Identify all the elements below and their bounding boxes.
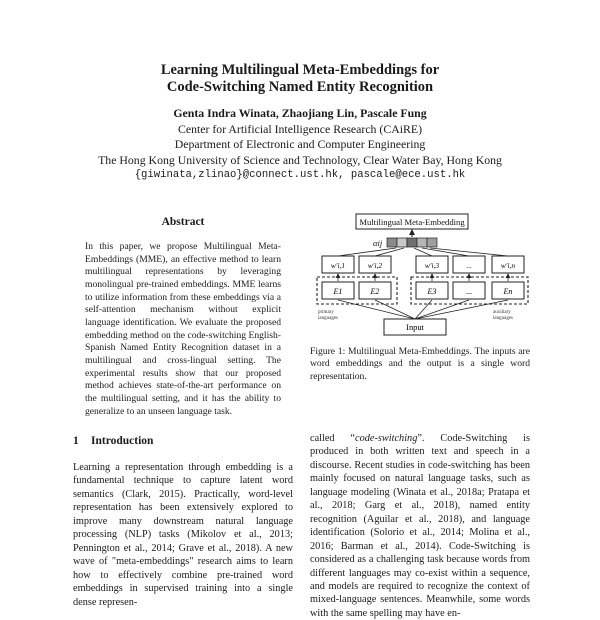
section-number: 1 [73,435,79,447]
projected-embedding-label: ... [466,261,472,270]
introduction-text: Learning a representation through embedding is a fundamental technique to capture latent word semantics (Clark, 2015). Practically, word-level representation has been extensively explored to improve many downstream natural language processing (NLP) tasks (Mikolov et al., 2013; Pennington et al., 2014; Grave et al., 2018). A new wave of "meta-embeddings" research aims to learn how to effectively combine pre-trained word embeddings in supervised training into a single dense represen- [73,462,293,608]
input-label: Input [406,323,424,332]
attention-cell [397,238,407,247]
projected-embedding-label: w′i,n [500,261,516,270]
author-emails: {giwinata,zlinao}@connect.ust.hk, pascale@ece.ust.hk [134,169,466,181]
right-column-text [310,432,530,620]
projected-embedding-label: w′i,2 [367,261,383,270]
auxiliary-label-line1: auxiliary [493,310,511,315]
affiliation-2: Department of Electronic and Computer Engineering [174,137,426,151]
projected-embedding-label: w′i,3 [424,261,440,270]
attention-cell [427,238,437,247]
attention-cell [407,238,417,247]
paper-title [0,62,600,96]
primary-label-line2: languages [318,316,338,321]
author-names: Genta Indra Winata, Zhaojiang Lin, Pascale Fung [173,106,427,120]
embedding-label: En [503,287,513,296]
text-prefix: called “ [310,433,356,444]
auxiliary-label-line2: languages [493,316,513,321]
title-line-2: Code-Switching Named Entity Recognition [166,79,434,95]
affiliation-1: Center for Artificial Intelligence Research (CAiRE) [177,121,423,136]
embedding-label: E1 [333,287,343,296]
figure-1 [310,213,530,338]
projected-embedding-label: w′i,1 [330,261,346,270]
mme-diagram [310,213,530,338]
abstract-text: In this paper, we propose Multilingual Meta-Embeddings (MME), an effective method to learn multilingual representations by leveraging monolingual pre-trained embeddings. MME learns to utilize information from these embeddings via a self-attention mechanism without explicit language identification. We evaluate the proposed embedding method on the code-switching English-Spanish Named Entity Recognition dataset in a multilingual and cross-lingual setting. The experimental results show that our proposed method achieves state-of-the-art performance on the multilingual setting, and it has the ability to generalize to an unseen language task. [85,241,281,417]
author-block [0,106,600,184]
alpha-label: αij [373,238,383,248]
meta-embedding-label: Multilingual Meta-Embedding [359,217,465,227]
section-title: Introduction [91,435,154,447]
section-heading [73,435,153,447]
figure-caption: Figure 1: Multilingual Meta-Embeddings. The inputs are word embeddings and the output is a single word representation. [310,346,530,382]
abstract-heading: Abstract [161,216,205,228]
text-continuation: ”. Code-Switching is produced in both written text and speech in a discourse. Recent studies in code-switching has been mainly focused on natural language tasks, such as language modeling (Winata et al., 2018a; Pratapa et al., 2018; Garg et al., 2018), named entity recognition (Aguilar et al., 2018), and language identification (Solorio et al., 2014; Molina et al., 2016; Barman et al., 2014). Code-Switching is considered as a challenging task because words from different languages may co-exist within a sequence, and models are required to recognize the context of mixed-language sentences. Meanwhile, some words with the same spelling may have en- [310,433,530,619]
embedding-label: ... [466,287,472,296]
attention-cell [387,238,397,247]
embedding-label: E2 [370,287,380,296]
primary-label-line1: primary [318,310,334,315]
embedding-label: E3 [427,287,437,296]
attention-cell [417,238,427,247]
code-switching-term: code-switching [355,433,418,444]
affiliation-3: The Hong Kong University of Science and Technology, Clear Water Bay, Hong Kong [98,152,502,167]
title-line-1: Learning Multilingual Meta-Embeddings for [160,62,440,78]
